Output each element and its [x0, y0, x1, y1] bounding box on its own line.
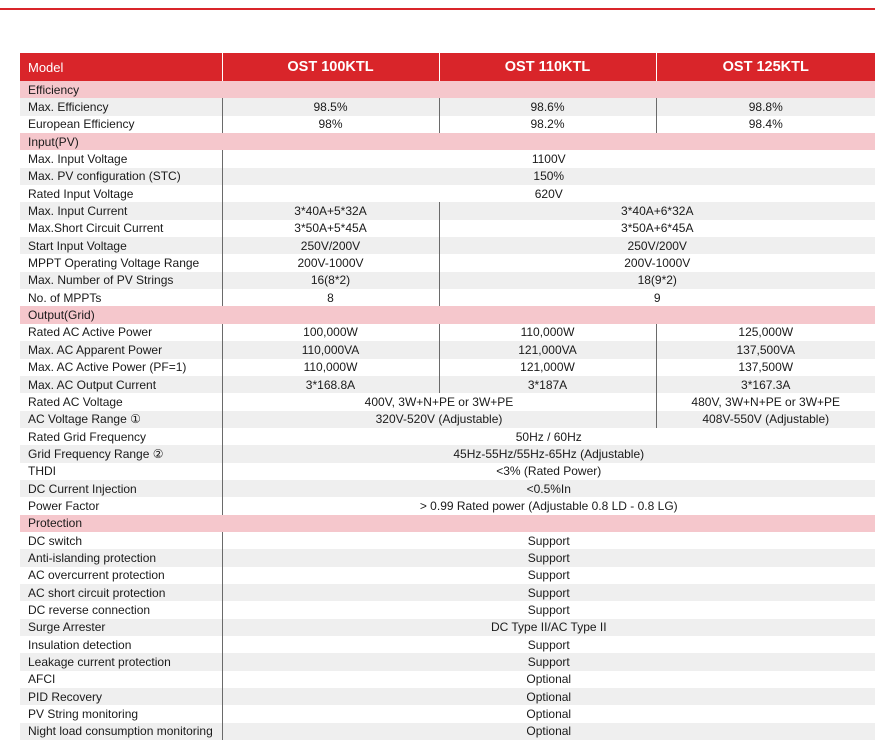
spec-body: [20, 81, 875, 740]
table-row: [20, 289, 875, 306]
row-value: Optional: [222, 688, 875, 705]
table-row: [20, 532, 875, 549]
row-label: Insulation detection: [28, 637, 132, 652]
table-row: [20, 393, 875, 410]
row-value: 121,000W: [439, 359, 656, 376]
section-row: [20, 515, 875, 532]
row-value: 98.8%: [656, 98, 875, 115]
row-value: 3*40A+5*32A: [222, 202, 439, 219]
row-value: 98.2%: [439, 116, 656, 133]
row-value: 98%: [222, 116, 439, 133]
row-label: Night load consumption monitoring: [20, 723, 222, 740]
row-value: 1100V: [222, 150, 875, 167]
table-row: [20, 723, 875, 740]
table-row: [20, 237, 875, 254]
row-value: 480V, 3W+N+PE or 3W+PE: [656, 393, 875, 410]
section-row: [20, 81, 875, 98]
table-row: [20, 254, 875, 271]
section-row: [20, 306, 875, 323]
row-value: 250V/200V: [439, 237, 875, 254]
row-value: 121,000VA: [439, 341, 656, 358]
row-label: Max. Input Current: [20, 202, 222, 219]
row-value: 45Hz-55Hz/55Hz-65Hz (Adjustable): [222, 445, 875, 462]
row-value: Support: [222, 549, 875, 566]
row-value: 98.4%: [656, 116, 875, 133]
row-value: 3*50A+5*45A: [222, 220, 439, 237]
section-title: Efficiency: [20, 81, 875, 98]
table-row: [20, 636, 875, 653]
row-label: Max. Efficiency: [20, 98, 222, 115]
row-label: Leakage current protection: [20, 653, 222, 670]
spec-table: [20, 53, 875, 740]
table-row: [20, 567, 875, 584]
table-row: [20, 341, 875, 358]
row-label: DC Current Injection: [20, 480, 222, 497]
table-row: [20, 619, 875, 636]
row-value: 200V-1000V: [439, 254, 875, 271]
row-value: 110,000VA: [222, 341, 439, 358]
row-label: Max. AC Apparent Power: [20, 341, 222, 358]
table-row: [20, 202, 875, 219]
table-row: [20, 549, 875, 566]
section-row: [20, 133, 875, 150]
row-value: <0.5%In: [222, 480, 875, 497]
row-label: Max. AC Active Power (PF=1): [28, 360, 187, 375]
table-row: [20, 324, 875, 341]
row-value: 18(9*2): [439, 272, 875, 289]
section-title: Input(PV): [20, 133, 875, 150]
row-label: AFCI: [28, 672, 56, 687]
row-label: Max. Input Voltage: [28, 152, 128, 167]
row-value: 125,000W: [656, 324, 875, 341]
table-row: [20, 185, 875, 202]
table-row: [20, 116, 875, 133]
row-label: Max. PV configuration (STC): [20, 168, 222, 185]
row-label: DC switch: [28, 533, 83, 548]
model-name: OST 100KTL: [222, 53, 439, 81]
row-label: Start Input Voltage: [20, 237, 222, 254]
table-row: [20, 671, 875, 688]
table-row: [20, 705, 875, 722]
row-label: Max. Number of PV Strings: [20, 272, 222, 289]
table-row: [20, 445, 875, 462]
row-value: Optional: [222, 723, 875, 740]
row-value: 9: [439, 289, 875, 306]
table-row: [20, 376, 875, 393]
row-label: Rated AC Voltage: [28, 394, 123, 409]
row-label: AC overcurrent protection: [28, 568, 165, 583]
table-row: [20, 584, 875, 601]
table-row: [20, 98, 875, 115]
row-label: European Efficiency: [28, 117, 135, 132]
row-value: 250V/200V: [222, 237, 439, 254]
row-label: PID Recovery: [20, 688, 222, 705]
row-value: 50Hz / 60Hz: [222, 428, 875, 445]
model-name: OST 125KTL: [656, 53, 875, 81]
table-row: [20, 220, 875, 237]
row-value: Optional: [222, 671, 875, 688]
row-value: 408V-550V (Adjustable): [656, 411, 875, 428]
section-title: Output(Grid): [20, 306, 875, 323]
row-value: 8: [222, 289, 439, 306]
row-value: Optional: [222, 705, 875, 722]
table-row: [20, 168, 875, 185]
row-value: 137,500VA: [656, 341, 875, 358]
row-label: No. of MPPTs: [28, 290, 102, 305]
header-row: [20, 53, 875, 81]
row-value: 320V-520V (Adjustable): [222, 411, 656, 428]
table-row: [20, 688, 875, 705]
row-label: Max.Short Circuit Current: [28, 221, 164, 236]
row-label: Power Factor: [28, 498, 100, 513]
row-value: 16(8*2): [222, 272, 439, 289]
row-value: 98.5%: [222, 98, 439, 115]
row-label: Rated Input Voltage: [28, 186, 134, 201]
row-value: > 0.99 Rated power (Adjustable 0.8 LD - 0.8 LG): [222, 497, 875, 514]
row-label: Surge Arrester: [20, 619, 222, 636]
row-value: 110,000W: [222, 359, 439, 376]
table-row: [20, 411, 875, 428]
row-value: Support: [222, 567, 875, 584]
row-value: 98.6%: [439, 98, 656, 115]
row-value: 3*168.8A: [222, 376, 439, 393]
row-value: <3% (Rated Power): [222, 463, 875, 480]
model-label: Model: [20, 53, 222, 81]
table-row: [20, 463, 875, 480]
row-value: 110,000W: [439, 324, 656, 341]
row-value: 400V, 3W+N+PE or 3W+PE: [222, 393, 656, 410]
row-value: 3*187A: [439, 376, 656, 393]
table-row: [20, 359, 875, 376]
table-row: [20, 601, 875, 618]
row-value: 3*50A+6*45A: [439, 220, 875, 237]
table-row: [20, 653, 875, 670]
table-row: [20, 272, 875, 289]
row-label: DC reverse connection: [28, 602, 151, 617]
row-value: DC Type II/AC Type II: [222, 619, 875, 636]
row-value: 100,000W: [222, 324, 439, 341]
top-rule: [0, 8, 875, 10]
row-label: Anti-islanding protection: [20, 549, 222, 566]
table-row: [20, 480, 875, 497]
row-value: 200V-1000V: [222, 254, 439, 271]
table-row: [20, 428, 875, 445]
row-value: 150%: [222, 168, 875, 185]
row-value: Support: [222, 636, 875, 653]
row-label: PV String monitoring: [28, 707, 139, 722]
row-label: Rated AC Active Power: [28, 325, 153, 340]
row-value: 3*40A+6*32A: [439, 202, 875, 219]
row-label: AC Voltage Range ①: [20, 411, 222, 428]
table-row: [20, 497, 875, 514]
row-label: Grid Frequency Range ②: [20, 445, 222, 462]
row-label: Rated Grid Frequency: [28, 429, 147, 444]
row-value: 137,500W: [656, 359, 875, 376]
table-row: [20, 150, 875, 167]
model-name: OST 110KTL: [439, 53, 656, 81]
row-value: Support: [222, 601, 875, 618]
row-value: Support: [222, 653, 875, 670]
row-label: AC short circuit protection: [20, 584, 222, 601]
row-value: Support: [222, 532, 875, 549]
row-label: MPPT Operating Voltage Range: [28, 256, 200, 271]
section-title: Protection: [20, 515, 875, 532]
row-label: Max. AC Output Current: [20, 376, 222, 393]
row-label: THDI: [28, 464, 56, 479]
row-value: Support: [222, 584, 875, 601]
row-value: 3*167.3A: [656, 376, 875, 393]
row-value: 620V: [222, 185, 875, 202]
